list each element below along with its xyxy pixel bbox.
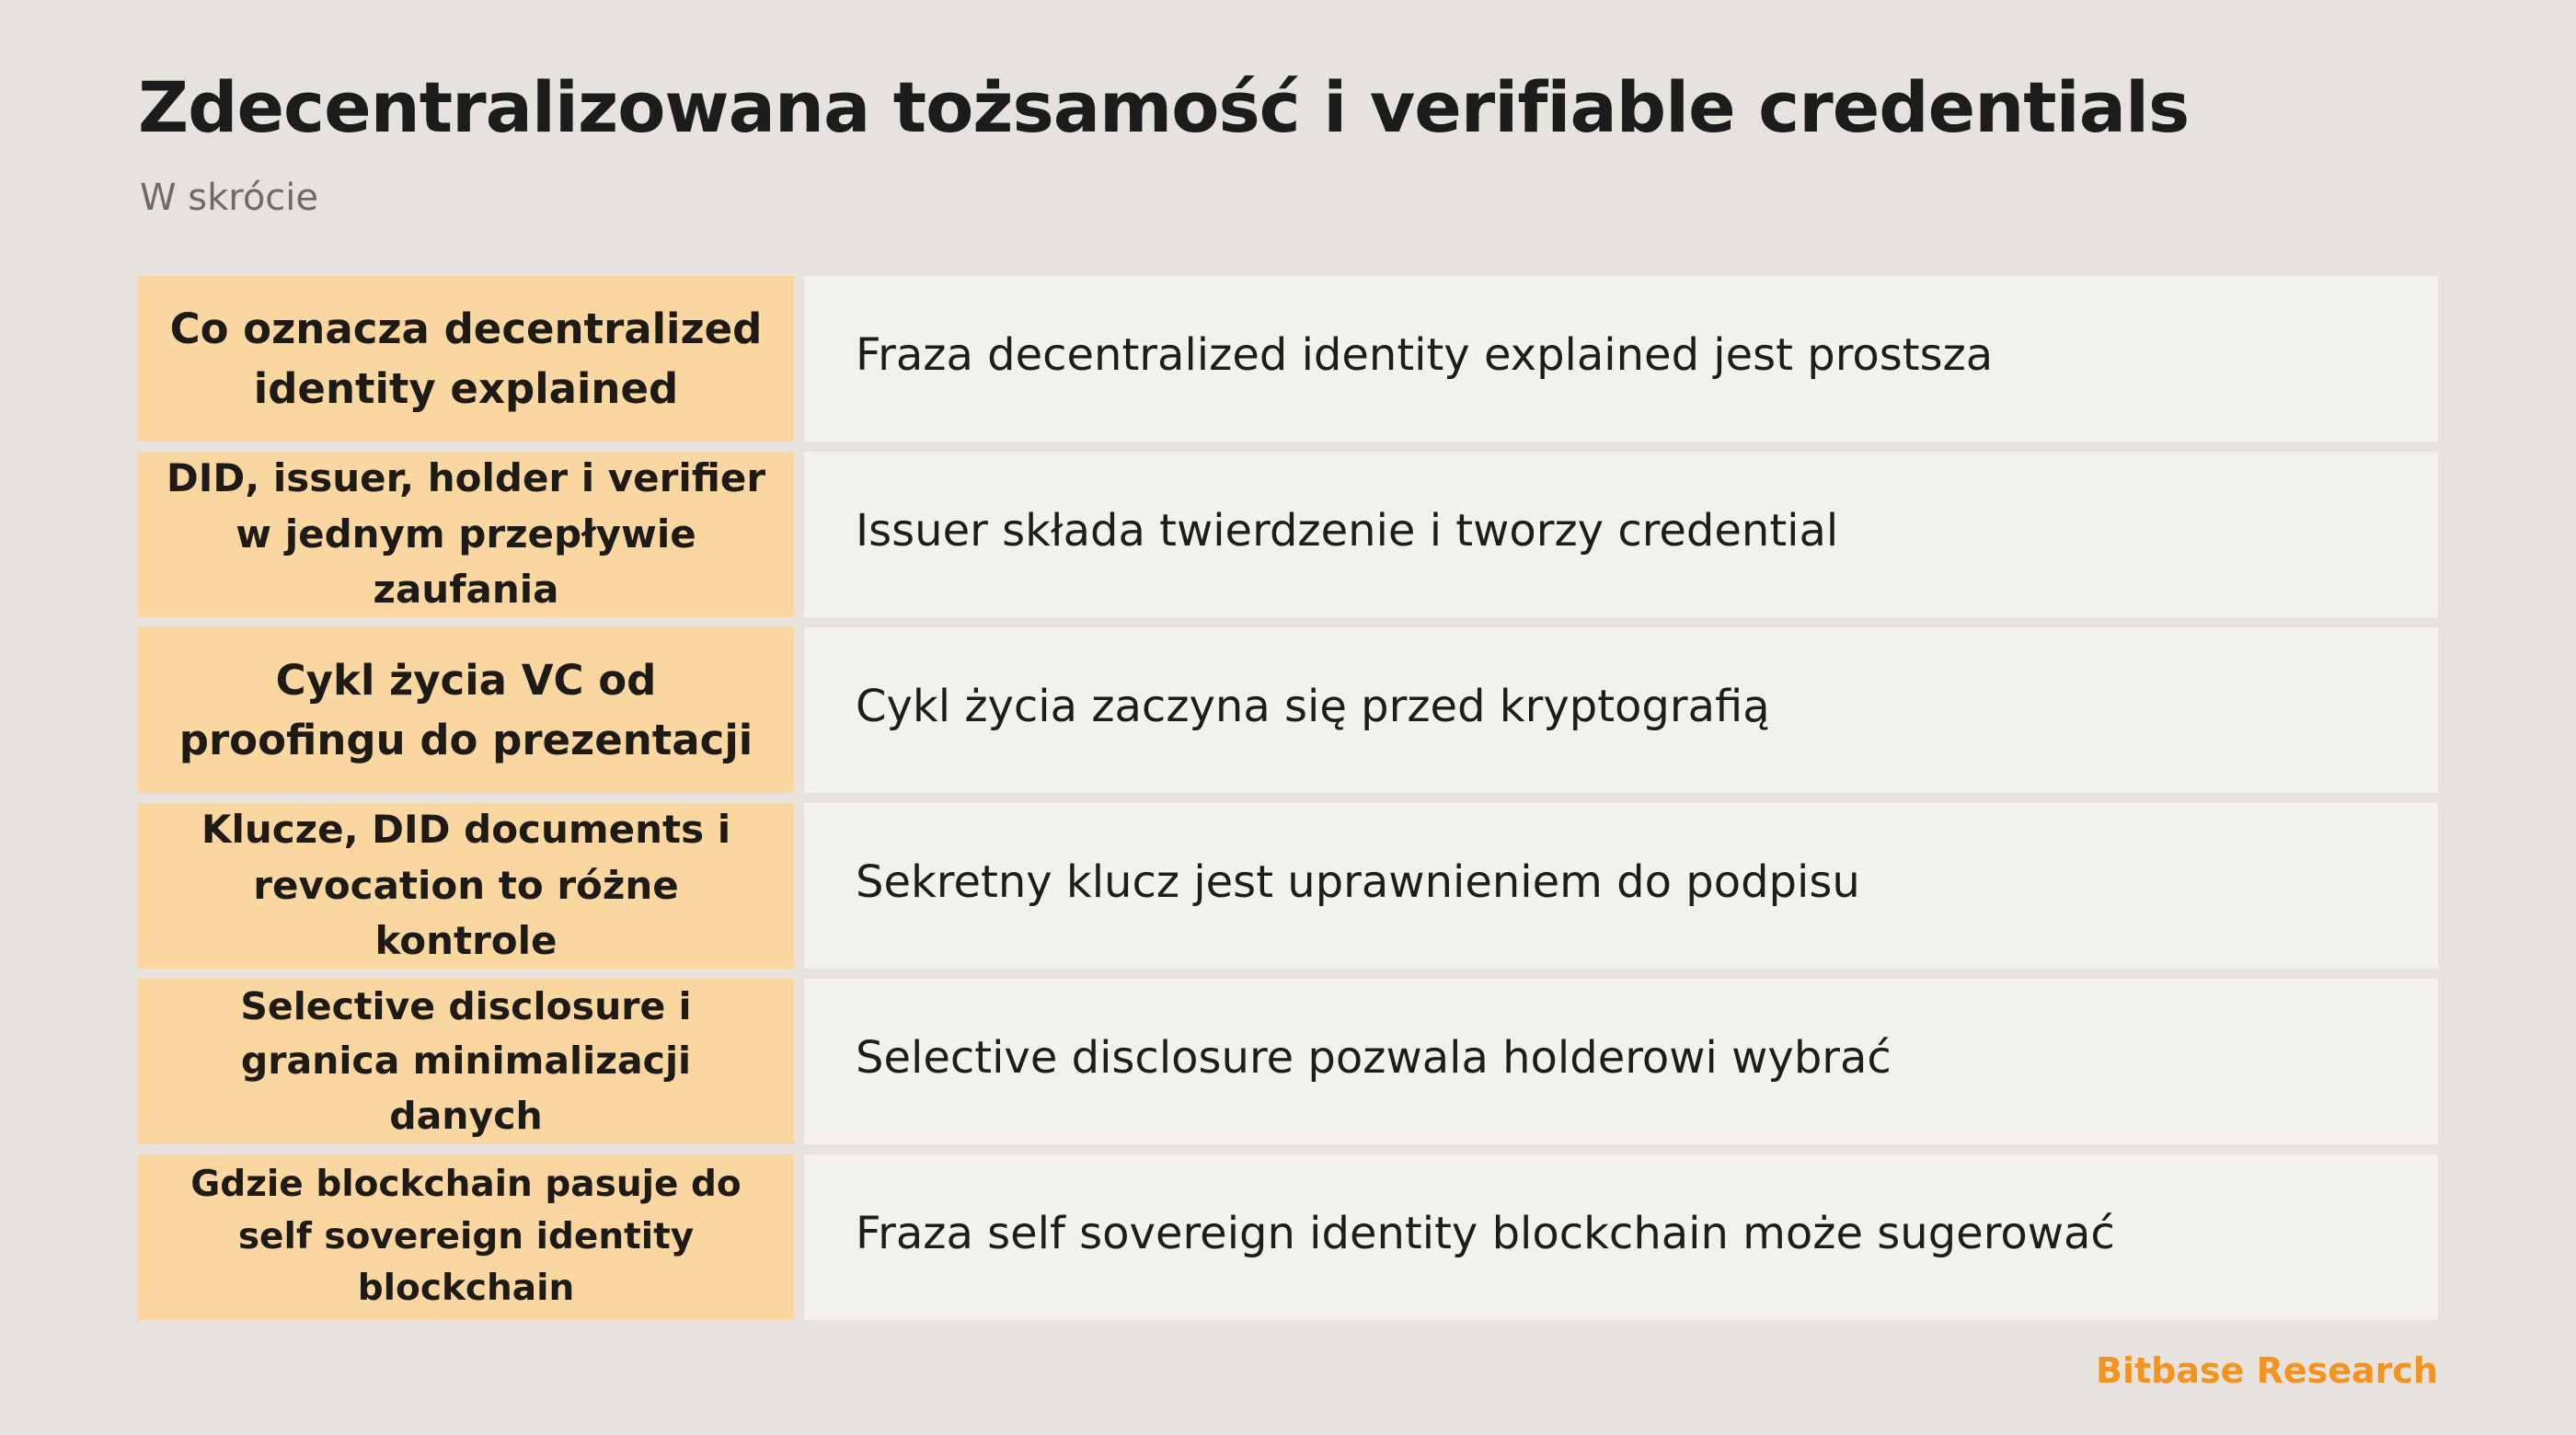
row-text: Fraza decentralized identity explained jest prostsza bbox=[804, 276, 2438, 442]
table-row bbox=[138, 803, 2438, 969]
brand-label: Bitbase Research bbox=[2095, 1350, 2438, 1391]
row-text: Cykl życia zaczyna się przed kryptografią bbox=[804, 627, 2438, 793]
row-text: Fraza self sovereign identity blockchain może sugerować bbox=[804, 1154, 2438, 1320]
summary-table bbox=[138, 276, 2438, 1320]
row-text: Selective disclosure pozwala holderowi wybrać bbox=[804, 979, 2438, 1144]
table-row bbox=[138, 452, 2438, 617]
page-subtitle: W skrócie bbox=[140, 177, 319, 219]
row-heading: DID, issuer, holder i verifier w jednym przepływie zaufania bbox=[138, 452, 794, 617]
row-heading: Gdzie blockchain pasuje do self sovereign identity blockchain bbox=[138, 1154, 794, 1320]
table-row bbox=[138, 276, 2438, 442]
slide bbox=[138, 0, 2438, 1435]
table-row bbox=[138, 979, 2438, 1144]
page-title: Zdecentralizowana tożsamość i verifiable credentials bbox=[138, 66, 2190, 148]
row-text: Issuer składa twierdzenie i tworzy credential bbox=[804, 452, 2438, 617]
row-text: Sekretny klucz jest uprawnieniem do podpisu bbox=[804, 803, 2438, 969]
row-heading: Cykl życia VC od proofingu do prezentacji bbox=[138, 627, 794, 793]
row-heading: Klucze, DID documents i revocation to różne kontrole bbox=[138, 803, 794, 969]
row-heading: Co oznacza decentralized identity explained bbox=[138, 276, 794, 442]
row-heading: Selective disclosure i granica minimalizacji danych bbox=[138, 979, 794, 1144]
table-row bbox=[138, 1154, 2438, 1320]
table-row bbox=[138, 627, 2438, 793]
